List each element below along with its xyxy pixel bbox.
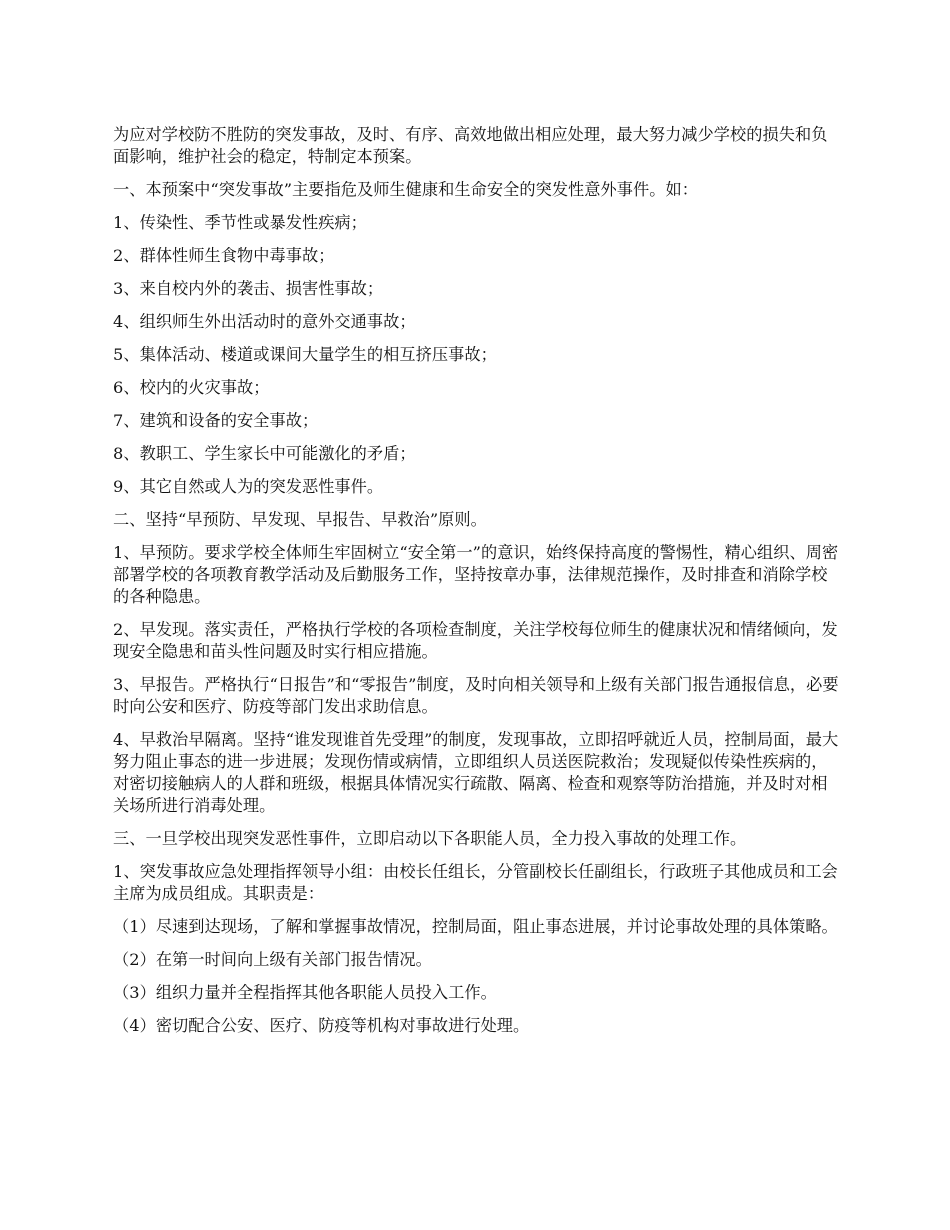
list-item: 3、来自校内外的袭击、损害性事故； — [113, 279, 384, 298]
duty-item: （1）尽速到达现场，了解和掌握事故情况，控制局面，阻止事态进展，并讨论事故处理的具体策略。 — [113, 917, 838, 936]
principle-paragraph: 1、早预防。要求学校全体师生牢固树立“安全第一”的意识，始终保持高度的警惕性，精心组织、周密部署学校的各项教育教学活动及后勤服务工作，坚持按章办事，法律规范操作，及时排查和消除学校的各种隐患。 — [113, 543, 839, 606]
principle-paragraph: 2、早发现。落实责任，严格执行学校的各项检查制度，关注学校每位师生的健康状况和情绪倾向，发现安全隐患和苗头性问题及时实行相应措施。 — [113, 620, 838, 661]
duty-paragraph: 1、突发事故应急处理指挥领导小组：由校长任组长，分管副校长任副组长，行政班子其他成员和工会主席为成员组成。其职责是： — [113, 862, 838, 903]
section-2-heading: 二、坚持“早预防、早发现、早报告、早救治”原则。 — [113, 510, 487, 529]
list-item: 1、传染性、季节性或暴发性疾病； — [113, 213, 367, 232]
list-item: 8、教职工、学生家长中可能激化的矛盾； — [113, 444, 416, 463]
list-item: 5、集体活动、楼道或课间大量学生的相互挤压事故； — [113, 345, 497, 364]
duty-item: （4）密切配合公安、医疗、防疫等机构对事故进行处理。 — [113, 1016, 530, 1035]
principle-paragraph: 4、早救治早隔离。坚持“谁发现谁首先受理”的制度，发现事故，立即招呼就近人员，控制局面，最大努力阻止事态的进一步进展；发现伤情或病情，立即组织人员送医院救治；发现疑似传染性疾病的，对密切接触病人的人群和班级，根据具体情况实行疏散、隔离、检查和观察等防治措施，并及时对相关场所进行消毒处理。 — [113, 730, 839, 815]
document-body — [113, 124, 841, 1048]
list-item: 2、群体性师生食物中毒事故； — [113, 246, 335, 265]
section-1-heading: 一、本预案中“突发事故”主要指危及师生健康和生命安全的突发性意外事件。如： — [113, 180, 698, 199]
principle-paragraph: 3、早报告。严格执行“日报告”和“零报告”制度，及时向相关领导和上级有关部门报告通报信息，必要时向公安和医疗、防疫等部门发出求助信息。 — [113, 675, 839, 716]
list-item: 7、建筑和设备的安全事故； — [113, 411, 319, 430]
list-item: 9、其它自然或人为的突发恶性事件。 — [113, 477, 384, 496]
section-3-heading: 三、一旦学校出现突发恶性事件，立即启动以下各职能人员，全力投入事故的处理工作。 — [113, 829, 747, 848]
list-item: 4、组织师生外出活动时的意外交通事故； — [113, 312, 416, 331]
duty-item: （2）在第一时间向上级有关部门报告情况。 — [113, 950, 432, 969]
list-item: 6、校内的火灾事故； — [113, 378, 270, 397]
duty-item: （3）组织力量并全程指挥其他各职能人员投入工作。 — [113, 983, 497, 1002]
intro-paragraph: 为应对学校防不胜防的突发事故，及时、有序、高效地做出相应处理，最大努力减少学校的损失和负面影响，维护社会的稳定，特制定本预案。 — [113, 125, 828, 166]
